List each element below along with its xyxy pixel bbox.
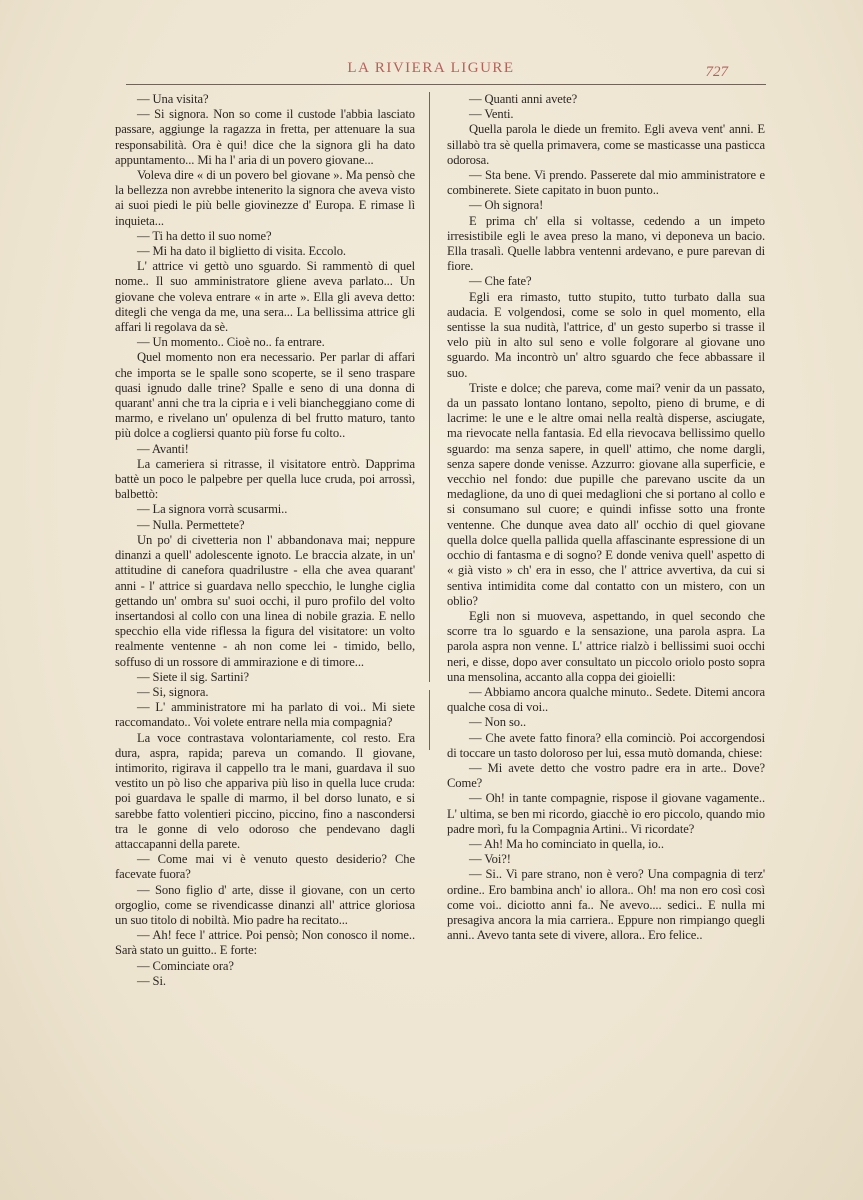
column-divider <box>429 92 430 682</box>
header-rule <box>126 84 766 85</box>
left-column <box>115 92 415 989</box>
paragraph: — Nulla. Permettete? <box>137 517 245 532</box>
paragraph: — Sta bene. Vi prendo. Passerete dal mio amministratore e combinerete. Siete capitato in buon punto.. <box>447 168 765 198</box>
paragraph: Quel momento non era necessario. Per parlar di affari che importa se le spalle sono scoperte, se il seno traspare quasi ignudo dalle trine? Spalle e seno di una donna di quarant' anni che tra la cipria e i veli biancheggiano come di marmo, e rivelano un' opulenza di bel frutto maturo, tanto più dolce a cogliersi quanto più forse fu colto.. <box>115 350 415 441</box>
paragraph: — Ah! fece l' attrice. Poi pensò; Non conosco il nome.. Sarà stato un guitto.. E forte: <box>115 928 415 958</box>
paragraph: — Ah! Ma ho cominciato in quella, io.. <box>469 836 664 851</box>
paragraph: — Si, signora. <box>137 684 209 699</box>
paragraph: Un po' di civetteria non l' abbandonava mai; neppure dinanzi a quell' adolescente ignoto. Le braccia alzate, in un' attitudine di canefora quadrilustre - ella che avea quarant' anni - l' attrice si guardava nello specchio, le lunghe ciglia gettando un' ombra su' suoi occhi, il puro profilo del volto insertandosi al collo con una linea di nobile grazia. E nello specchio ella vide riflessa la figura del visitatore: un volto realmente ventenne - ah non come lei - timido, bello, soffuso di un rossore di ammirazione e di timore... <box>115 532 415 669</box>
running-title: LA RIVIERA LIGURE <box>347 60 515 76</box>
paragraph: — Oh signora! <box>469 198 544 213</box>
paragraph: — Mi avete detto che vostro padre era in arte.. Dove? Come? <box>447 760 765 791</box>
paragraph: L' attrice vi gettò uno sguardo. Si rammentò di quel nome.. Il suo amministratore gliene aveva parlato... Un giovane che voleva entrare « in arte ». Ella gli aveva detto: ditegli che venga da me, una sera... La bellissima attrice gli affari li regolava da sè. <box>115 259 415 335</box>
paragraph: Egli era rimasto, tutto stupito, tutto turbato dalla sua audacia. E volgendosi, come se solo in quel momento, ella sentisse la sua nudità, l'attrice, d' un gesto superbo si trasse il velo più in alto sul seno e volle folgorare al giovane uno sguardo. Ma incontrò un' altro sguardo che fece abbassare il suo. <box>447 289 765 380</box>
paragraph: — Che avete fatto finora? ella cominciò. Poi accorgendosi di toccare un tasto doloroso per lui, essa mutò domanda, chiese: <box>447 730 765 760</box>
paragraph: Quella parola le diede un fremito. Egli aveva vent' anni. E sillabò tra sè quella primavera, come se masticasse una pasticca odorosa. <box>447 122 765 167</box>
paragraph: — Un momento.. Cioè no.. fa entrare. <box>137 335 325 350</box>
paragraph: — Che fate? <box>469 274 532 289</box>
paragraph: — Oh! in tante compagnie, rispose il giovane vagamente.. L' ultima, se ben mi ricordo, giacchè io ero piccolo, quando mio padre morì, fu la Compagnia Artini.. Vi ricordate? <box>447 791 765 836</box>
paragraph: E prima ch' ella si voltasse, cedendo a un impeto irresistibile egli le avea preso la mano, vi deponeva un bacio. Ella trasalì. Quelle labbra ventenni ardevano, e pure parevan di fiore. <box>447 213 765 274</box>
paragraph: — La signora vorrà scusarmi.. <box>137 502 288 517</box>
paragraph: Voleva dire « di un povero bel giovane ». Ma pensò che la bellezza non avrebbe intenerito la signora che aveva visto ai suoi piedi le più belle giovinezze d' Europa. E rimase lì inquieta... <box>115 168 415 228</box>
paragraph: — Avanti! <box>137 441 189 456</box>
paragraph: — Non so.. <box>469 715 527 730</box>
paragraph: — Quanti anni avete? <box>469 92 578 106</box>
paragraph: Egli non si muoveva, aspettando, in quel secondo che scorre tra lo sguardo e la sensazione, una parola aspra. La parola aspra non venne. L' attrice rialzò i bellissimi suoi occhi neri, e disse, dopo aver consultato un piccolo oriolo posto sopra una mensolina, accanto alla coppa dei gioielli: <box>447 608 765 684</box>
paragraph: — Siete il sig. Sartini? <box>137 669 249 684</box>
paragraph: — L' amministratore mi ha parlato di voi.. Mi siete raccomandato.. Voi volete entrare nella mia compagnia? <box>115 700 415 730</box>
paragraph: — Sono figlio d' arte, disse il giovane, con un certo orgoglio, come se rivendicasse dinanzi all' attrice gloriosa un suo titolo di nobiltà. Mio padre ha recitato... <box>115 882 415 927</box>
paragraph: — Venti. <box>469 107 514 122</box>
paragraph: — Si. <box>137 973 166 988</box>
page-header <box>126 60 736 84</box>
page-number: 727 <box>705 64 728 80</box>
paragraph: — Mi ha dato il biglietto di visita. Eccolo. <box>137 244 346 259</box>
paragraph: — Come mai vi è venuto questo desiderio? Che facevate fuora? <box>115 852 415 882</box>
paragraph: — Ti ha detto il suo nome? <box>137 228 272 243</box>
paragraph: — Una visita? <box>137 92 209 106</box>
paragraph: — Si signora. Non so come il custode l'abbia lasciato passare, aggiunge la ragazza in fretta, per attenuare la sua responsabilità. Ora è qui! dice che la signora gli ha dato appuntamento... Mi ha l' aria di un povero giovane... <box>115 107 415 167</box>
right-column <box>447 92 765 943</box>
paragraph: Triste e dolce; che pareva, come mai? venir da un passato, da un passato lontano lontano, sepolto, pieno di brume, e di lacrime: le une e le altre omai nella realtà disperse, asciugate, ma rievocate nella fantasia. Ed ella rievocava bellissimo quello sguardo: ma senza sapere, in quell' attimo, che nome dargli, senza sapere donde venisse. Azzurro: giovane alla superficie, e vecchio nel fondo: due pupille che parevano uscite da un medaglione, da uno di quei medaglioni che si portano al collo e si consumano sul cuore; e quindi infisse sotto una fronte ventenne. Che dunque avea dato all' occhio di quel giovane quella dolce quella pallida quella affascinante espressione di un occhio di fantasma e di sogno? E donde veniva quell' aspetto di « già visto » ch' era in esso, che l' attrice avvertiva, da cui si sentiva intimidita come dal contatto con un mistero, con un oblio? <box>447 380 765 608</box>
paragraph: La voce contrastava volontariamente, col resto. Era dura, aspra, rapida; pareva un comando. Il giovane, intimorito, rigirava il cappello tra le mani, guardava il suo vestito un pò liso che appariva più liso in quella luce cruda: poi guardava le spalle di marmo, il bel dorso lunato, e si sarebbe fatto volentieri piccino, piccino, fino a nascondersi tra le gonne di velo odoroso che pendevano dagli attaccapanni della parete. <box>115 730 415 851</box>
paragraph: La cameriera si ritrasse, il visitatore entrò. Dapprima battè un poco le palpebre per quella luce cruda, poi arrossì, balbettò: <box>115 456 415 502</box>
paragraph: — Abbiamo ancora qualche minuto.. Sedete. Ditemi ancora qualche cosa di voi.. <box>447 684 765 715</box>
paragraph: — Si.. Vi pare strano, non è vero? Una compagnia di terz' ordine.. Ero bambina anch' io allora.. Oh! ma non ero così così come voi.. diciotto anni fa.. Ne avevo.... sedici.. E nulla mi presagiva ancora la mia carriera.. Eppure non rimpiango quegli anni.. Avevo tanta sete di vivere, allora.. Ero felice.. <box>447 867 765 943</box>
paragraph: — Voi?! <box>469 852 511 867</box>
column-divider-lower <box>429 690 430 750</box>
paragraph: — Cominciate ora? <box>137 958 234 973</box>
